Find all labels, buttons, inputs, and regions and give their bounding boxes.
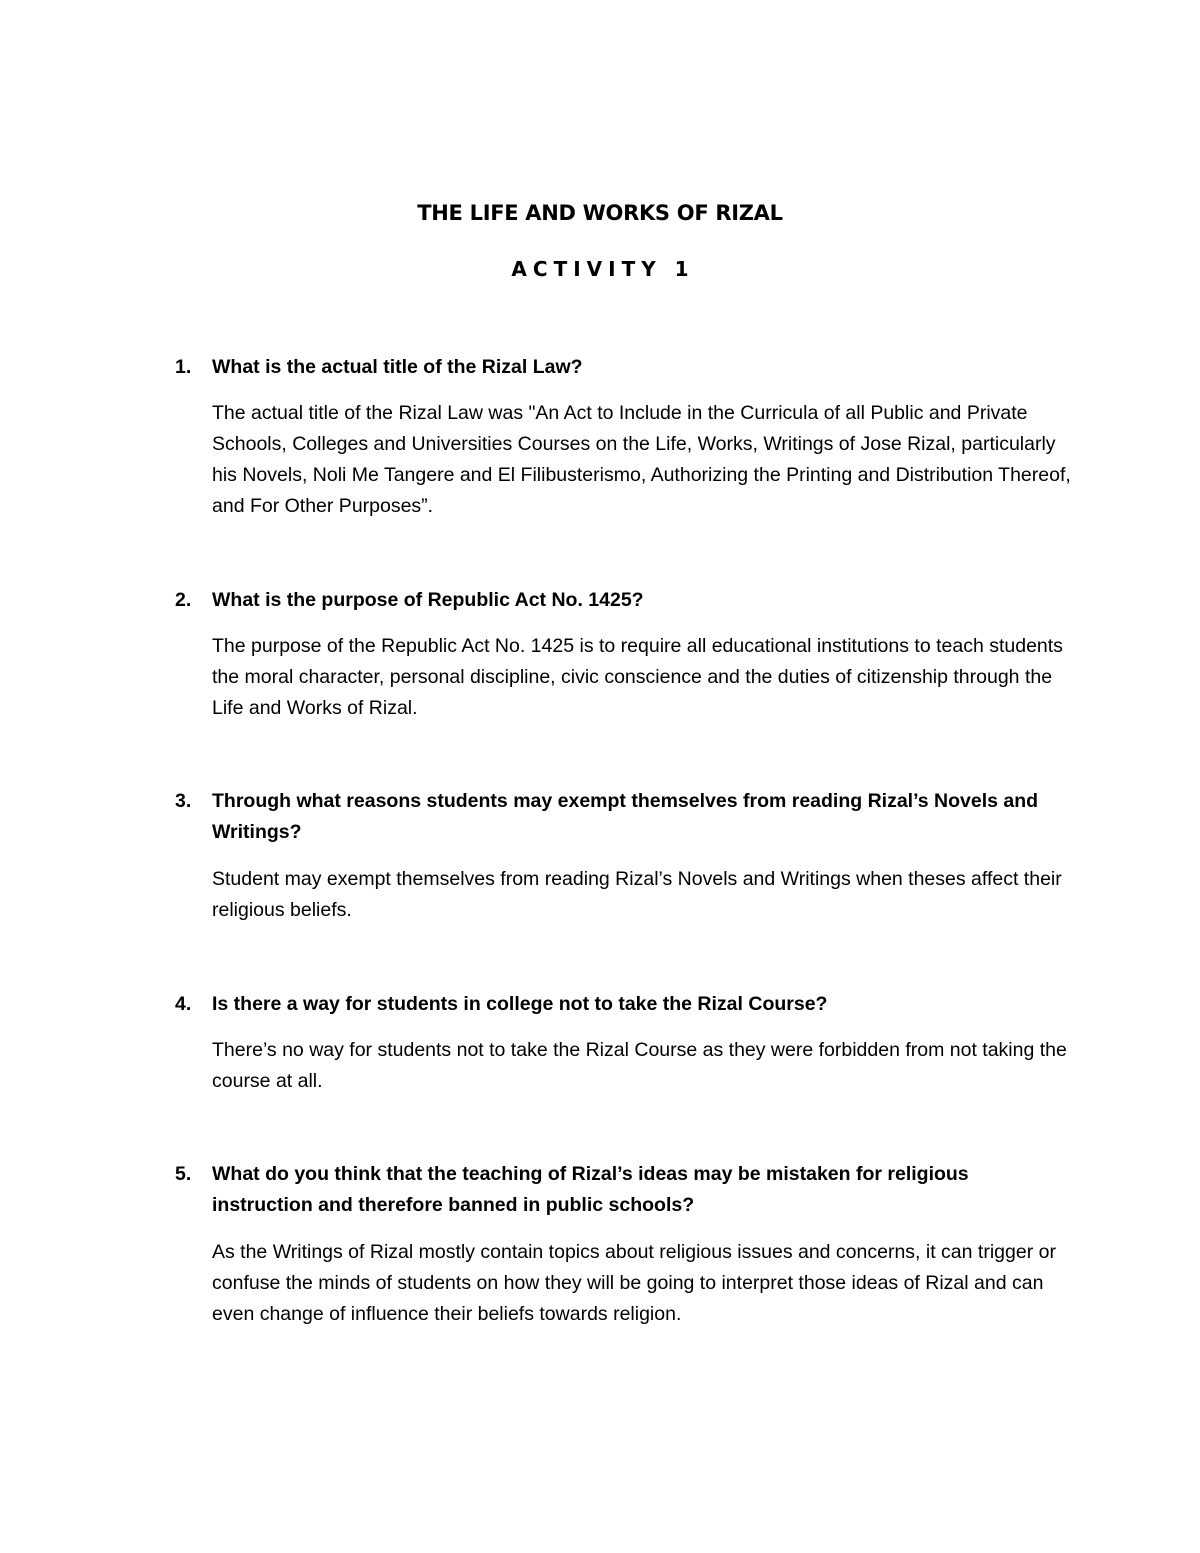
question-number: 1. [175, 356, 192, 378]
question-number: 4. [175, 993, 192, 1015]
question-text: Is there a way for students in college not to take the Rizal Course? [212, 993, 828, 1015]
document-subtitle: ACTIVITY 1 [511, 257, 695, 281]
question-text: What is the purpose of Republic Act No. 1425? [212, 589, 644, 611]
answer-text: There’s no way for students not to take the Rizal Course as they were forbidden from not taking the course at all. [212, 1039, 1067, 1092]
document-title: THE LIFE AND WORKS OF RIZAL [417, 201, 783, 225]
question-text: What do you think that the teaching of Rizal’s ideas may be mistaken for religious instruction and therefore banned in public schools? [212, 1163, 969, 1216]
answer-text: As the Writings of Rizal mostly contain topics about religious issues and concerns, it can trigger or confuse the minds of students on how they will be going to interpret those ideas of Rizal and can even change of influence their beliefs towards religion. [212, 1241, 1056, 1325]
question-number: 2. [175, 589, 192, 611]
question-number: 3. [175, 790, 192, 812]
question-text: Through what reasons students may exempt themselves from reading Rizal’s Novels and Writings? [212, 790, 1039, 843]
question-number: 5. [175, 1163, 192, 1185]
answer-text: The purpose of the Republic Act No. 1425 is to require all educational institutions to teach students the moral character, personal discipline, civic conscience and the duties of citizenship through the Life and Works of Rizal. [212, 635, 1063, 719]
question-text: What is the actual title of the Rizal Law? [212, 356, 583, 378]
answer-text: The actual title of the Rizal Law was "An Act to Include in the Curricula of all Public and Private Schools, Colleges and Universities Courses on the Life, Works, Writings of Jose Rizal, particularly his Novels, Noli Me Tangere and El Filibusterismo, Authorizing the Printing and Distribution Thereof, and For Other Purposes”. [212, 402, 1071, 517]
answer-text: Student may exempt themselves from reading Rizal’s Novels and Writings when theses affect their religious beliefs. [212, 868, 1062, 921]
